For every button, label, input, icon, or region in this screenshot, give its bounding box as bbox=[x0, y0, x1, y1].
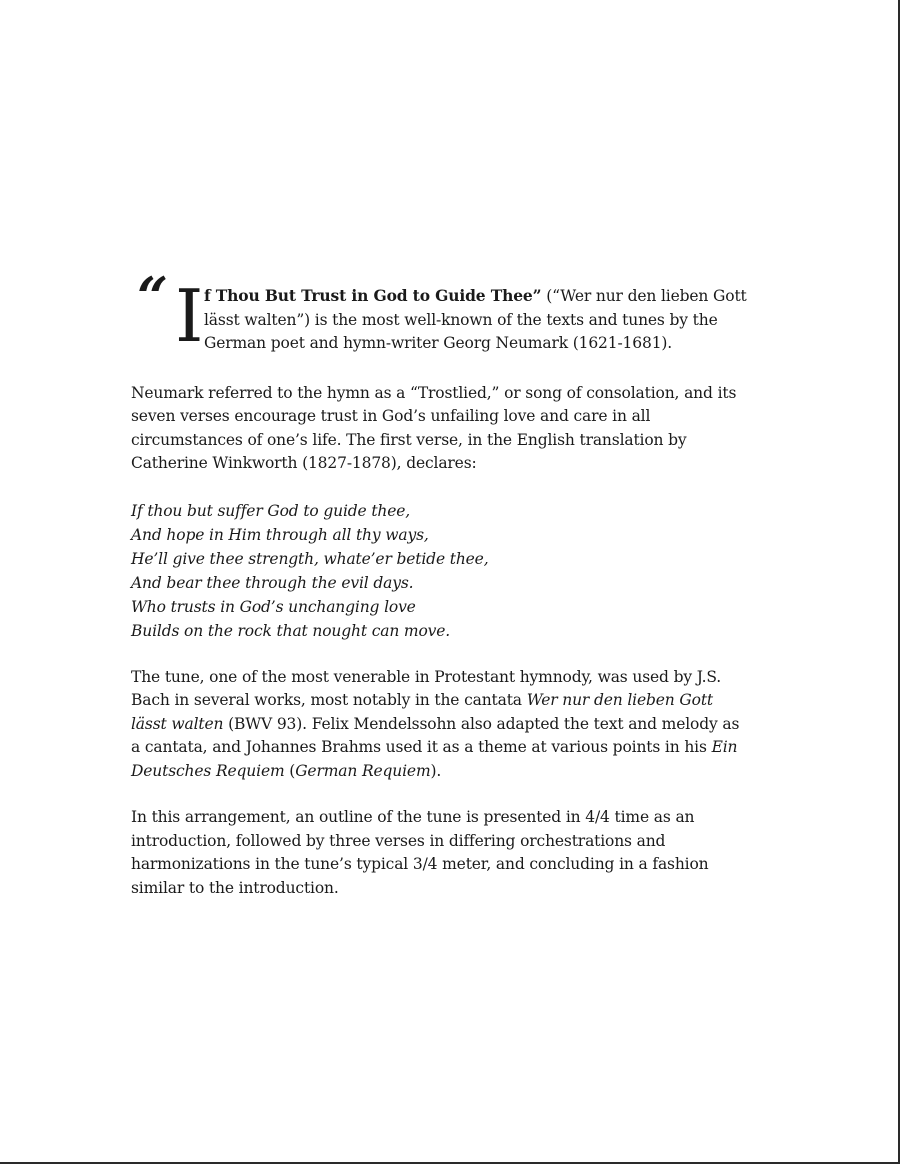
tune-history-text: ). bbox=[430, 761, 442, 780]
verse-line: Builds on the rock that nought can move. bbox=[131, 621, 451, 640]
requiem-title: Ein Deutsches Requiem bbox=[131, 738, 738, 780]
verse-line: And bear thee through the evil days. bbox=[131, 573, 414, 592]
tune-history-text: (BWV 93). Felix Mendelssohn also adapted the text and melody as a cantata, and Johannes Brahms used it as a theme at various points in his bbox=[131, 714, 740, 756]
opening-quote-mark: “ bbox=[137, 265, 165, 329]
cantata-title: Wer nur den lieben Gott lässt walten bbox=[131, 691, 713, 733]
requiem-english-title: German Requiem bbox=[295, 761, 431, 780]
verse-line: And hope in Him through all thy ways, bbox=[131, 525, 429, 544]
paragraph-tune-history bbox=[131, 666, 751, 784]
intro-text bbox=[204, 284, 751, 356]
paragraph-trostlied: Neumark referred to the hymn as a “Trostlied,” or song of consolation, and its seven verses encourage trust in God’s unfailing love and care in all circumstances of one’s life. The first verse, in the English translation by Catherine Winkworth (1827-1878), declares: bbox=[131, 383, 737, 472]
intro-description: (“Wer nur den lieben Gott lässt walten”) is the most well-known of the texts and tunes by the German poet and hymn-writer Georg Neumark (1621-1681). bbox=[204, 287, 747, 352]
intro-paragraph bbox=[131, 265, 751, 358]
document-body bbox=[131, 265, 751, 923]
tune-history-text: ( bbox=[284, 761, 296, 780]
verse-line: He’ll give thee strength, whate’er betide thee, bbox=[131, 549, 489, 568]
tune-history-text: The tune, one of the most venerable in Protestant hymnody, was used by J.S. Bach in several works, most notably in the cantata bbox=[131, 667, 722, 709]
verse-block bbox=[131, 499, 751, 643]
paragraph-arrangement: In this arrangement, an outline of the tune is presented in 4/4 time as an introduction, followed by three verses in differing orchestrations and harmonizations in the tune’s typical 3/4 meter, and concluding in a fashion similar to the introduction. bbox=[131, 808, 709, 897]
hymn-title: f Thou But Trust in God to Guide Thee” bbox=[204, 286, 542, 305]
drop-cap: I bbox=[175, 274, 204, 358]
verse-line: If thou but suffer God to guide thee, bbox=[131, 501, 411, 520]
verse-line: Who trusts in God’s unchanging love bbox=[131, 597, 416, 616]
